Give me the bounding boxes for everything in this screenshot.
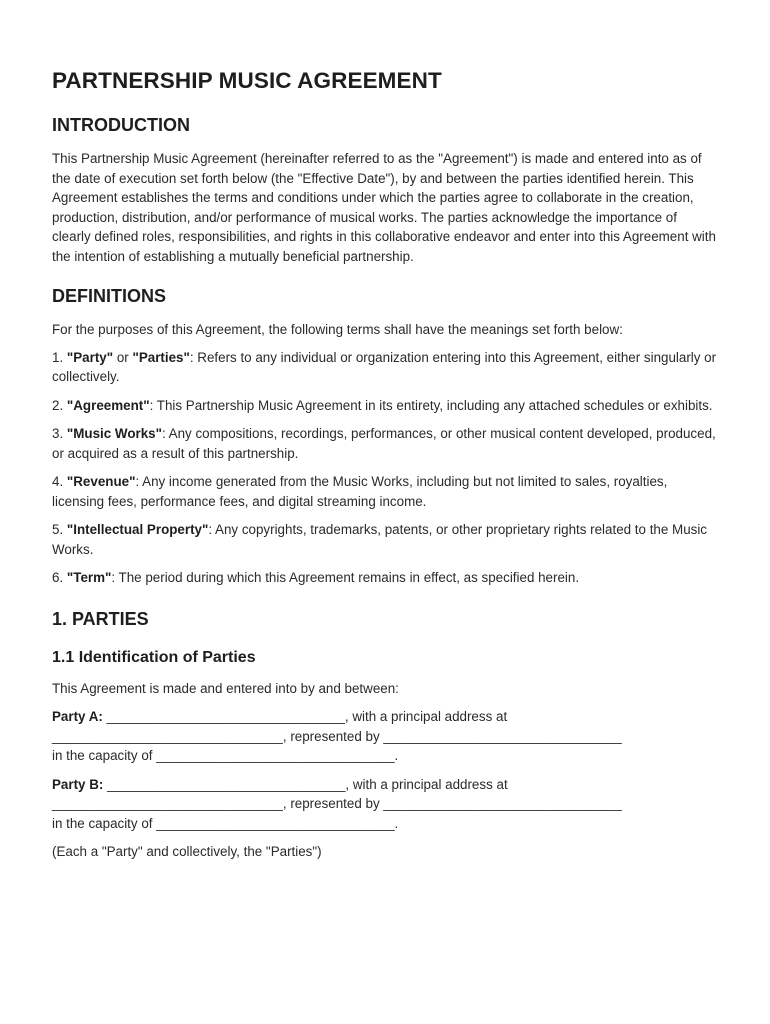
parties-lead: This Agreement is made and entered into by and between: <box>52 680 399 696</box>
definition-item <box>52 568 718 588</box>
parties-section <box>52 609 718 862</box>
definition-number: 4. <box>52 474 64 489</box>
party-b-label: Party B: <box>52 776 104 792</box>
definition-term-2: "Parties" <box>132 349 190 365</box>
parties-note: (Each a "Party" and collectively, the "Parties") <box>52 844 322 859</box>
definition-term: "Revenue" <box>66 474 136 489</box>
introduction-section <box>52 115 718 266</box>
parties-subheading: 1.1 Identification of Parties <box>52 648 256 666</box>
definition-join: or <box>113 349 133 365</box>
definition-number: 2. <box>52 397 64 413</box>
party-b-capacity-blank[interactable]: ________________________________ <box>156 815 395 831</box>
party-b-name-blank[interactable]: ________________________________ <box>107 776 346 792</box>
parties-heading: 1. PARTIES <box>52 608 149 629</box>
definition-number: 6. <box>52 570 64 585</box>
introduction-heading: INTRODUCTION <box>52 115 190 135</box>
definition-text: : Any copyrights, trademarks, patents, or other proprietary rights related to the Music Works. <box>52 522 708 557</box>
definition-text: : Any income generated from the Music Works, including but not limited to sales, royalties, licensing fees, performance fees, and digital streaming income. <box>52 474 668 509</box>
definition-number: 3. <box>52 426 64 441</box>
definition-term: "Term" <box>66 570 112 585</box>
definition-item <box>52 424 718 463</box>
definition-text: : Refers to any individual or organization entering into this Agreement, either singularly or collectively. <box>52 349 717 384</box>
party-a-block <box>52 707 718 766</box>
definition-item <box>52 472 718 511</box>
party-a-period: . <box>394 748 399 763</box>
party-a-represented-text: , represented by <box>282 728 384 744</box>
definition-text: : This Partnership Music Agreement in its entirety, including any attached schedules or exhibits. <box>149 397 713 413</box>
party-a-capacity-blank[interactable]: ________________________________ <box>156 748 395 763</box>
introduction-text: This Partnership Music Agreement (hereinafter referred to as the "Agreement") is made and entered into as of the date of execution set forth below (the "Effective Date"), by and between the parties identified herein. This Agreement establishes the terms and conditions under which the parties agree to collaborate in the creation, production, distribution, and/or performance of musical works. The parties acknowledge the importance of clearly defined roles, responsibilities, and rights in this collaborative endeavor and enter into this Agreement with the intention of establishing a mutually beneficial partnership. <box>52 151 716 264</box>
party-a-entry <box>52 707 718 766</box>
definitions-lead: For the purposes of this Agreement, the following terms shall have the meanings set forth below: <box>52 322 623 337</box>
party-a-label: Party A: <box>52 709 103 724</box>
definition-term: "Party" <box>66 349 114 365</box>
definition-item <box>52 348 718 387</box>
party-b-address-blank[interactable]: _______________________________ <box>52 796 283 811</box>
definition-term: "Music Works" <box>66 426 162 441</box>
definition-item <box>52 396 718 416</box>
definitions-heading: DEFINITIONS <box>52 286 167 306</box>
party-b-entry <box>52 775 718 834</box>
definition-text: : The period during which this Agreement remains in effect, as specified herein. <box>111 570 580 585</box>
party-a-address-text: , with a principal address at <box>344 709 508 724</box>
document-title: PARTNERSHIP MUSIC AGREEMENT <box>52 68 442 93</box>
definition-item <box>52 520 718 559</box>
party-b-period: . <box>394 815 399 831</box>
party-a-representative-blank[interactable]: ________________________________ <box>383 728 622 744</box>
definition-text: : Any compositions, recordings, performances, or other musical content developed, produced, or acquired as a result of this partnership. <box>52 426 716 461</box>
party-b-block <box>52 775 718 834</box>
definition-number: 1. <box>52 349 64 365</box>
definition-number: 5. <box>52 522 64 537</box>
definition-term: "Intellectual Property" <box>66 522 209 537</box>
party-b-represented-text: , represented by <box>282 796 384 811</box>
party-b-address-text: , with a principal address at <box>345 776 508 792</box>
party-a-address-blank[interactable]: _______________________________ <box>52 728 283 744</box>
definitions-section <box>52 286 718 588</box>
definition-term: "Agreement" <box>66 397 150 413</box>
party-b-representative-blank[interactable]: ________________________________ <box>383 796 622 811</box>
party-a-capacity-text: in the capacity of <box>52 748 157 763</box>
party-a-name-blank[interactable]: ________________________________ <box>106 709 345 724</box>
party-b-capacity-text: in the capacity of <box>52 815 157 831</box>
